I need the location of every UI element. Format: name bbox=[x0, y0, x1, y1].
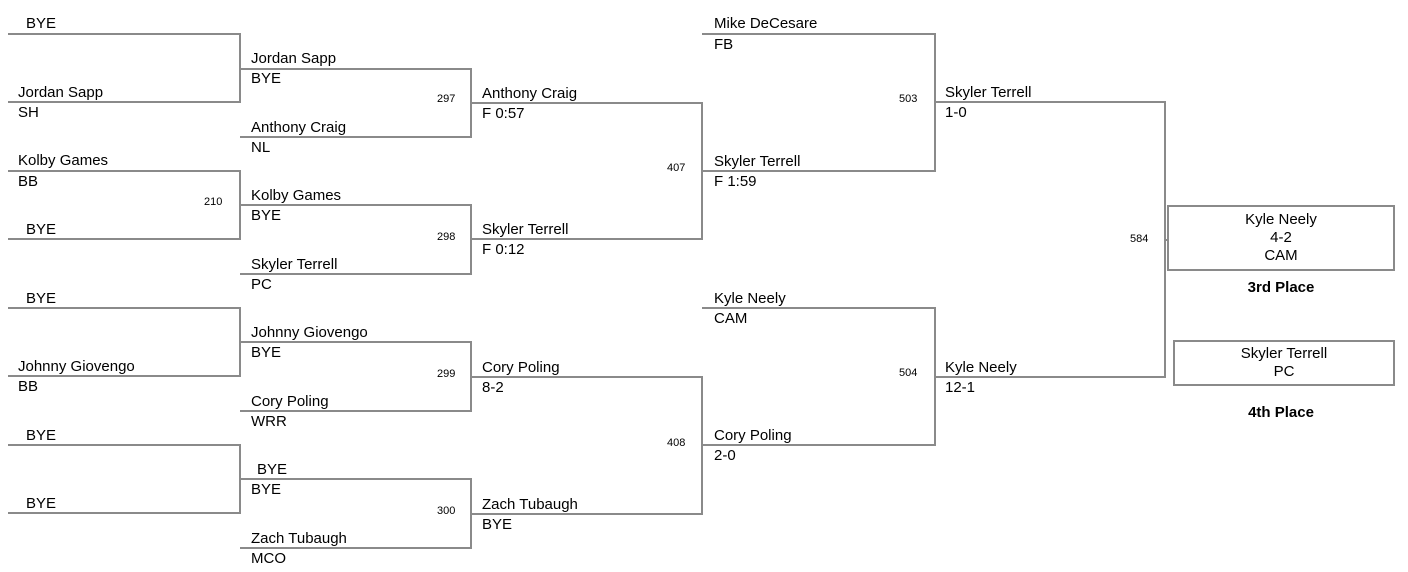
round4-info: FB bbox=[714, 36, 734, 53]
round2-info: BYE bbox=[251, 207, 282, 224]
round1-name: BYE bbox=[26, 221, 57, 238]
bout-number: 210 bbox=[204, 196, 223, 208]
round1-info: BB bbox=[18, 173, 39, 190]
round1-name: Jordan Sapp bbox=[18, 84, 104, 101]
round2-name: Cory Poling bbox=[251, 393, 329, 410]
round3-name: Cory Poling bbox=[482, 359, 560, 376]
round2-name: Anthony Craig bbox=[251, 119, 347, 136]
round1-name: BYE bbox=[26, 427, 57, 444]
round1-name: Johnny Giovengo bbox=[18, 358, 135, 375]
round3-name: Skyler Terrell bbox=[482, 221, 569, 238]
fourth-place-team: PC bbox=[1273, 363, 1295, 380]
fourth-place-label: 4th Place bbox=[1248, 404, 1314, 421]
third-place-label: 3rd Place bbox=[1247, 279, 1315, 296]
bout-number: 299 bbox=[437, 368, 456, 380]
round4-info: F 1:59 bbox=[714, 173, 757, 190]
fourth-place-box bbox=[1173, 340, 1395, 386]
round2-name: Skyler Terrell bbox=[251, 256, 338, 273]
round2-name: BYE bbox=[257, 461, 288, 478]
bout-number: 407 bbox=[667, 162, 686, 174]
round3-info: F 0:12 bbox=[482, 241, 525, 258]
round1-name: Kolby Games bbox=[18, 152, 109, 169]
bout-number: 297 bbox=[437, 93, 456, 105]
round5-name: Skyler Terrell bbox=[945, 84, 1032, 101]
round4-info: 2-0 bbox=[714, 447, 736, 464]
round2-name: Kolby Games bbox=[251, 187, 342, 204]
round4-name: Cory Poling bbox=[714, 427, 792, 444]
round1-info: SH bbox=[18, 104, 39, 121]
bout-number: 300 bbox=[437, 505, 456, 517]
round2-info: MCO bbox=[251, 550, 286, 567]
round5-name: Kyle Neely bbox=[945, 359, 1017, 376]
round2-info: BYE bbox=[251, 70, 282, 87]
third-place-score: 4-2 bbox=[1270, 229, 1292, 246]
round3-info: BYE bbox=[482, 516, 513, 533]
round2-info: PC bbox=[251, 276, 272, 293]
fourth-place-name: Skyler Terrell bbox=[1240, 345, 1328, 362]
bout-number: 503 bbox=[899, 93, 918, 105]
round2-info: NL bbox=[251, 139, 271, 156]
round2-name: Johnny Giovengo bbox=[251, 324, 368, 341]
round2-info: BYE bbox=[251, 344, 282, 361]
third-place-team: CAM bbox=[1264, 247, 1298, 264]
round4-name: Mike DeCesare bbox=[714, 15, 818, 32]
bout-number: 298 bbox=[437, 231, 456, 243]
round5-info: 12-1 bbox=[945, 379, 976, 396]
bout-number: 408 bbox=[667, 437, 686, 449]
round1-name: BYE bbox=[26, 15, 57, 32]
round1-name: BYE bbox=[26, 495, 57, 512]
round4-name: Skyler Terrell bbox=[714, 153, 801, 170]
third-place-box bbox=[1167, 205, 1395, 271]
bout-number: 584 bbox=[1130, 233, 1149, 245]
round2-info: WRR bbox=[251, 413, 287, 430]
round3-info: 8-2 bbox=[482, 379, 504, 396]
round2-name: Zach Tubaugh bbox=[251, 530, 347, 547]
round3-name: Anthony Craig bbox=[482, 85, 578, 102]
round2-name: Jordan Sapp bbox=[251, 50, 337, 67]
bout-number: 504 bbox=[899, 367, 918, 379]
round3-name: Zach Tubaugh bbox=[482, 496, 578, 513]
round4-name: Kyle Neely bbox=[714, 290, 786, 307]
round2-info: BYE bbox=[251, 481, 282, 498]
round3-info: F 0:57 bbox=[482, 105, 525, 122]
round4-info: CAM bbox=[714, 310, 748, 327]
third-place-name: Kyle Neely bbox=[1245, 211, 1317, 228]
round1-name: BYE bbox=[26, 290, 57, 307]
round5-info: 1-0 bbox=[945, 104, 967, 121]
round1-info: BB bbox=[18, 378, 39, 395]
